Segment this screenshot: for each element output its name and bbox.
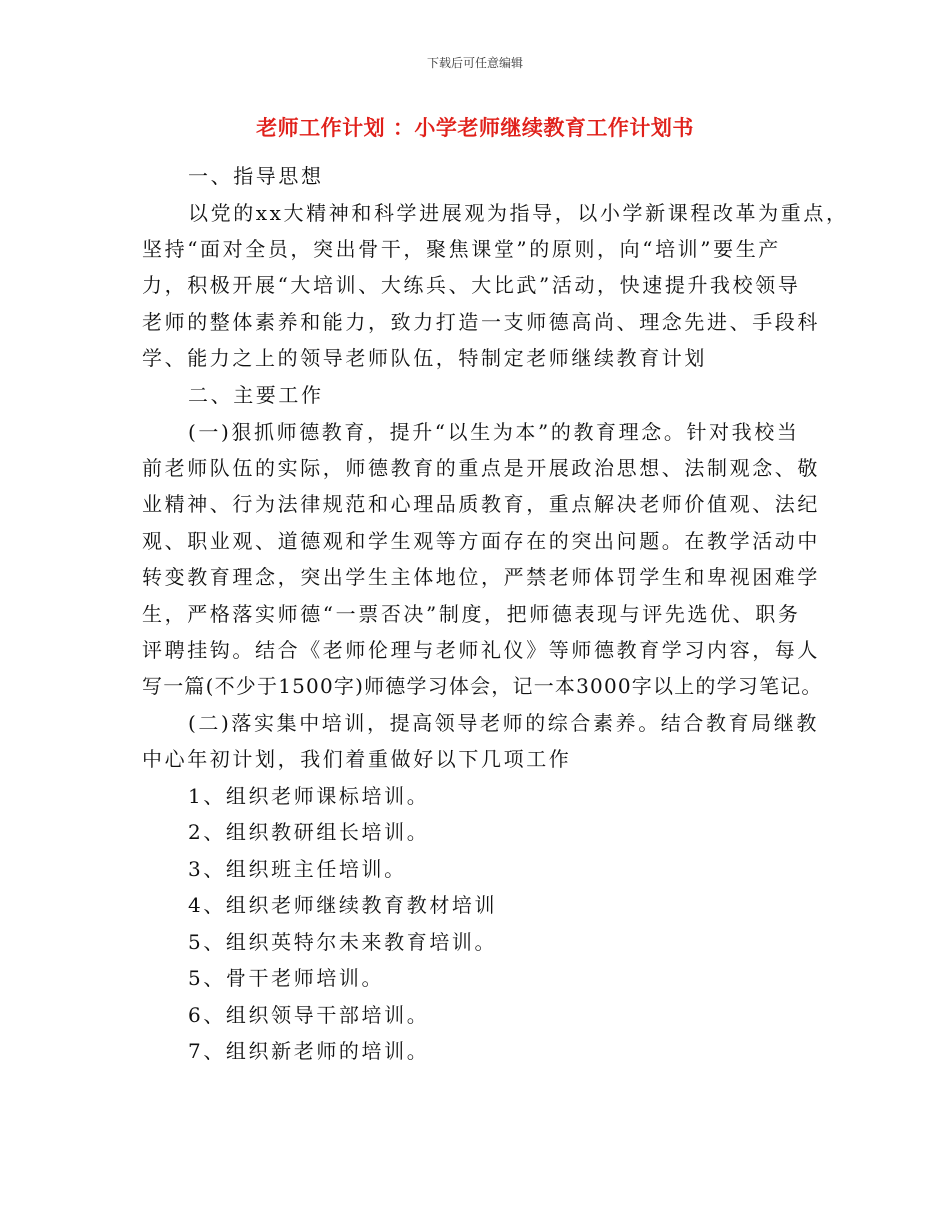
paragraph-line: 坚持“面对全员，突出骨干，聚焦课堂”的原则，向“培训”要生产 [142, 237, 781, 261]
list-item: 3、组织班主任培训。 [188, 857, 407, 881]
list-item: 2、组织教研组长培训。 [188, 820, 430, 844]
document-title: 老师工作计划 ：小学老师继续教育工作计划书 [256, 116, 694, 140]
list-item: 5、组织英特尔未来教育培训。 [188, 930, 498, 954]
header-note: 下载后可任意编辑 [426, 56, 523, 70]
paragraph-line: 转变教育理念，突出学生主体地位，严禁老师体罚学生和卑视困难学 [142, 565, 820, 589]
section-heading-main-work: 二、主要工作 [188, 383, 324, 407]
list-item: 5、骨干老师培训。 [188, 966, 385, 990]
list-item: 4、组织老师继续教育教材培训 [188, 893, 498, 917]
list-item: 6、组织领导干部培训。 [188, 1003, 430, 1027]
paragraph-line: 力，积极开展“大培训、大练兵、大比武”活动，快速提升我校领导 [142, 273, 801, 297]
paragraph-line: 学、能力之上的领导老师队伍，特制定老师继续教育计划 [142, 346, 707, 370]
paragraph-line: (二)落实集中培训，提高领导老师的综合素养。结合教育局继教 [188, 711, 820, 735]
paragraph-line: 以党的xx大精神和科学进展观为指导，以小学新课程改革为重点， [188, 201, 849, 225]
paragraph-line: 老师的整体素养和能力，致力打造一支师德高尚、理念先进、手段科 [142, 310, 820, 334]
paragraph-line: 业精神、行为法律规范和心理品质教育，重点解决老师价值观、法纪 [142, 492, 820, 516]
paragraph-line: (一)狠抓师德教育，提升“以生为本”的教育理念。针对我校当 [188, 420, 800, 444]
paragraph-line: 生，严格落实师德“一票否决”制度，把师德表现与评先选优、职务 [142, 602, 801, 626]
paragraph-line: 中心年初计划，我们着重做好以下几项工作 [142, 747, 572, 771]
paragraph-line: 前老师队伍的实际，师德教育的重点是开展政治思想、法制观念、敬 [142, 456, 820, 480]
paragraph-line: 写一篇(不少于1500字)师德学习体会，记一本3000字以上的学习笔记。 [142, 674, 823, 698]
paragraph-line: 评聘挂钩。结合《老师伦理与老师礼仪》等师德教育学习内容，每人 [142, 638, 820, 662]
paragraph-line: 观、职业观、道德观和学生观等方面存在的突出问题。在教学活动中 [142, 529, 820, 553]
section-heading-guiding-thought: 一、指导思想 [188, 164, 324, 188]
list-item: 1、组织老师课标培训。 [188, 784, 430, 808]
list-item: 7、组织新老师的培训。 [188, 1039, 430, 1063]
